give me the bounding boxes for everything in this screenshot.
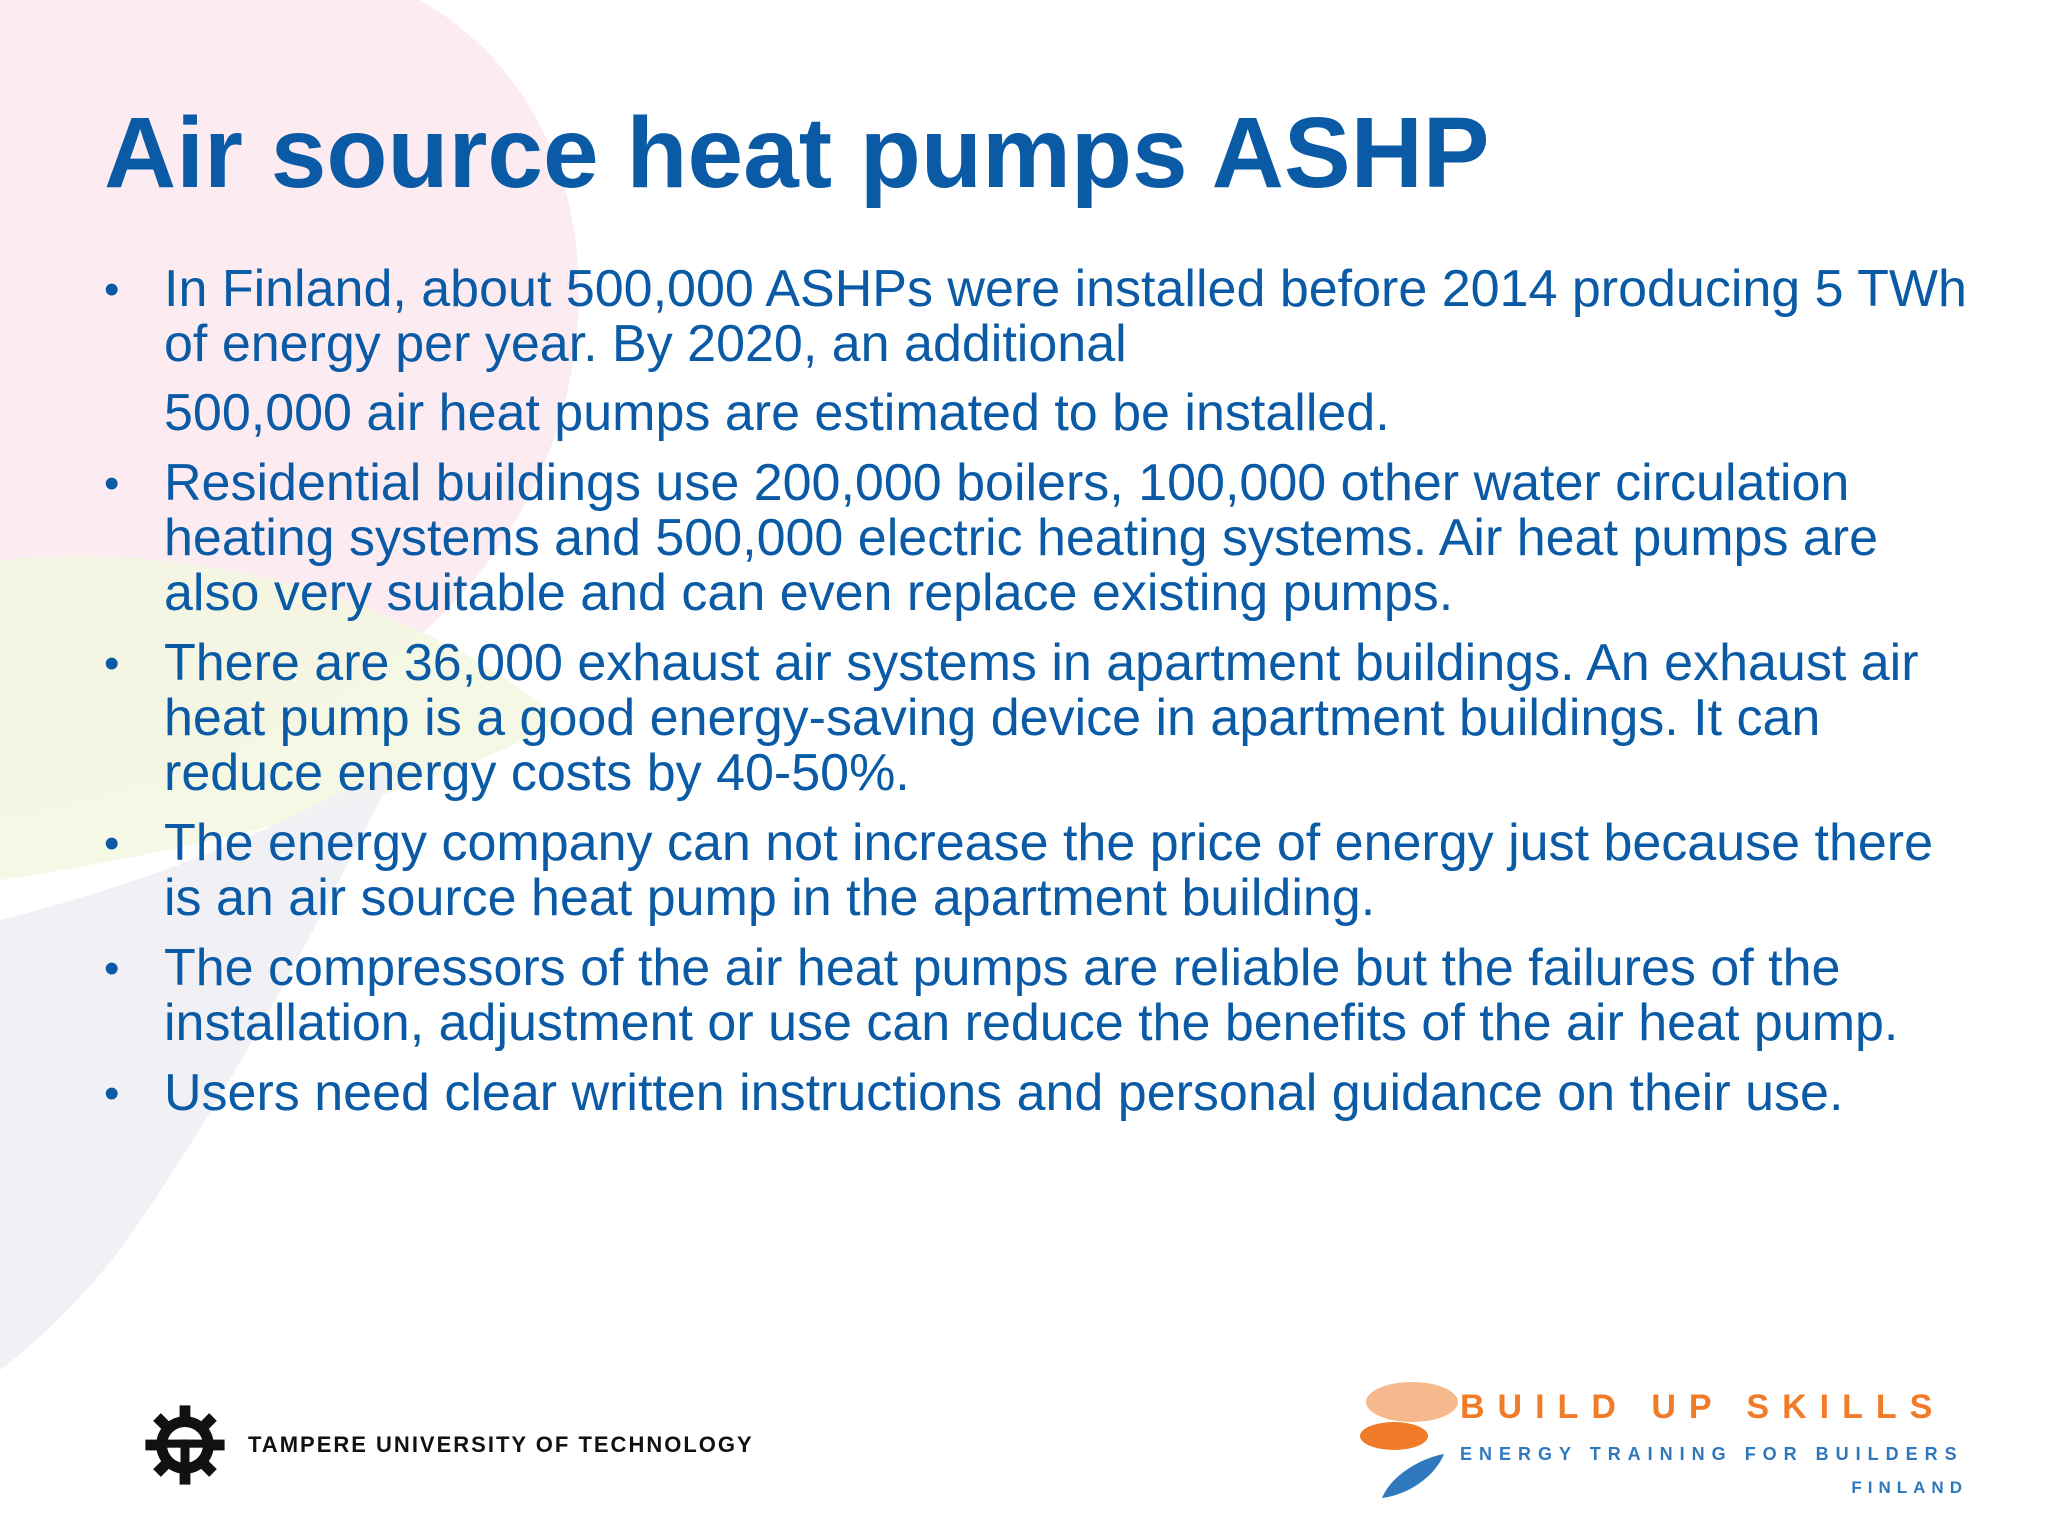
bullet-marker: •	[104, 459, 120, 508]
bullet-text: Users need clear written instructions and personal guidance on their use.	[164, 1064, 1844, 1122]
bullet-text-continued: 500,000 air heat pumps are estimated to be installed.	[164, 384, 1390, 442]
bullet-marker: •	[104, 639, 120, 688]
bullet-item	[104, 941, 1984, 1051]
bullet-marker: •	[104, 944, 120, 993]
bullet-marker: •	[104, 265, 120, 314]
bullet-marker: •	[104, 1069, 120, 1118]
build-up-skills-logo-icon	[1352, 1378, 1472, 1508]
bullet-marker: •	[104, 819, 120, 868]
partner-logo	[1352, 1378, 1972, 1508]
partner-subtitle: ENERGY TRAINING FOR BUILDERS	[1460, 1444, 1964, 1464]
bullet-text: The energy company can not increase the price of energy just because there is an air source heat pump in the apartment building.	[164, 814, 1934, 927]
gear-logo-icon	[140, 1400, 230, 1490]
bullet-text: There are 36,000 exhaust air systems in apartment buildings. An exhaust air heat pump is a good energy-saving device in apartment buildings. It can reduce energy costs by 40-50%.	[164, 634, 1919, 802]
bullet-item	[104, 1066, 1984, 1121]
bullet-text: Residential buildings use 200,000 boilers, 100,000 other water circulation heating systems and 500,000 electric heating systems. Air heat pumps are also very suitable and can even replace existing pumps.	[164, 454, 1879, 622]
bullet-item	[104, 816, 1984, 926]
slide-title: Air source heat pumps ASHP	[104, 97, 1490, 209]
bullet-item	[104, 456, 1984, 621]
bullet-list	[104, 262, 1984, 1136]
university-footer	[140, 1400, 754, 1490]
bullet-item	[104, 636, 1984, 801]
bullet-item	[104, 262, 1984, 441]
partner-country: FINLAND	[1851, 1478, 1968, 1497]
bullet-text: The compressors of the air heat pumps are reliable but the failures of the installation, adjustment or use can reduce the benefits of the air heat pump.	[164, 939, 1899, 1052]
bullet-text: In Finland, about 500,000 ASHPs were installed before 2014 producing 5 TWh of energy per year. By 2020, an additional	[164, 260, 1967, 373]
partner-title: BUILD UP SKILLS	[1460, 1388, 1946, 1426]
university-name: TAMPERE UNIVERSITY OF TECHNOLOGY	[248, 1432, 754, 1457]
